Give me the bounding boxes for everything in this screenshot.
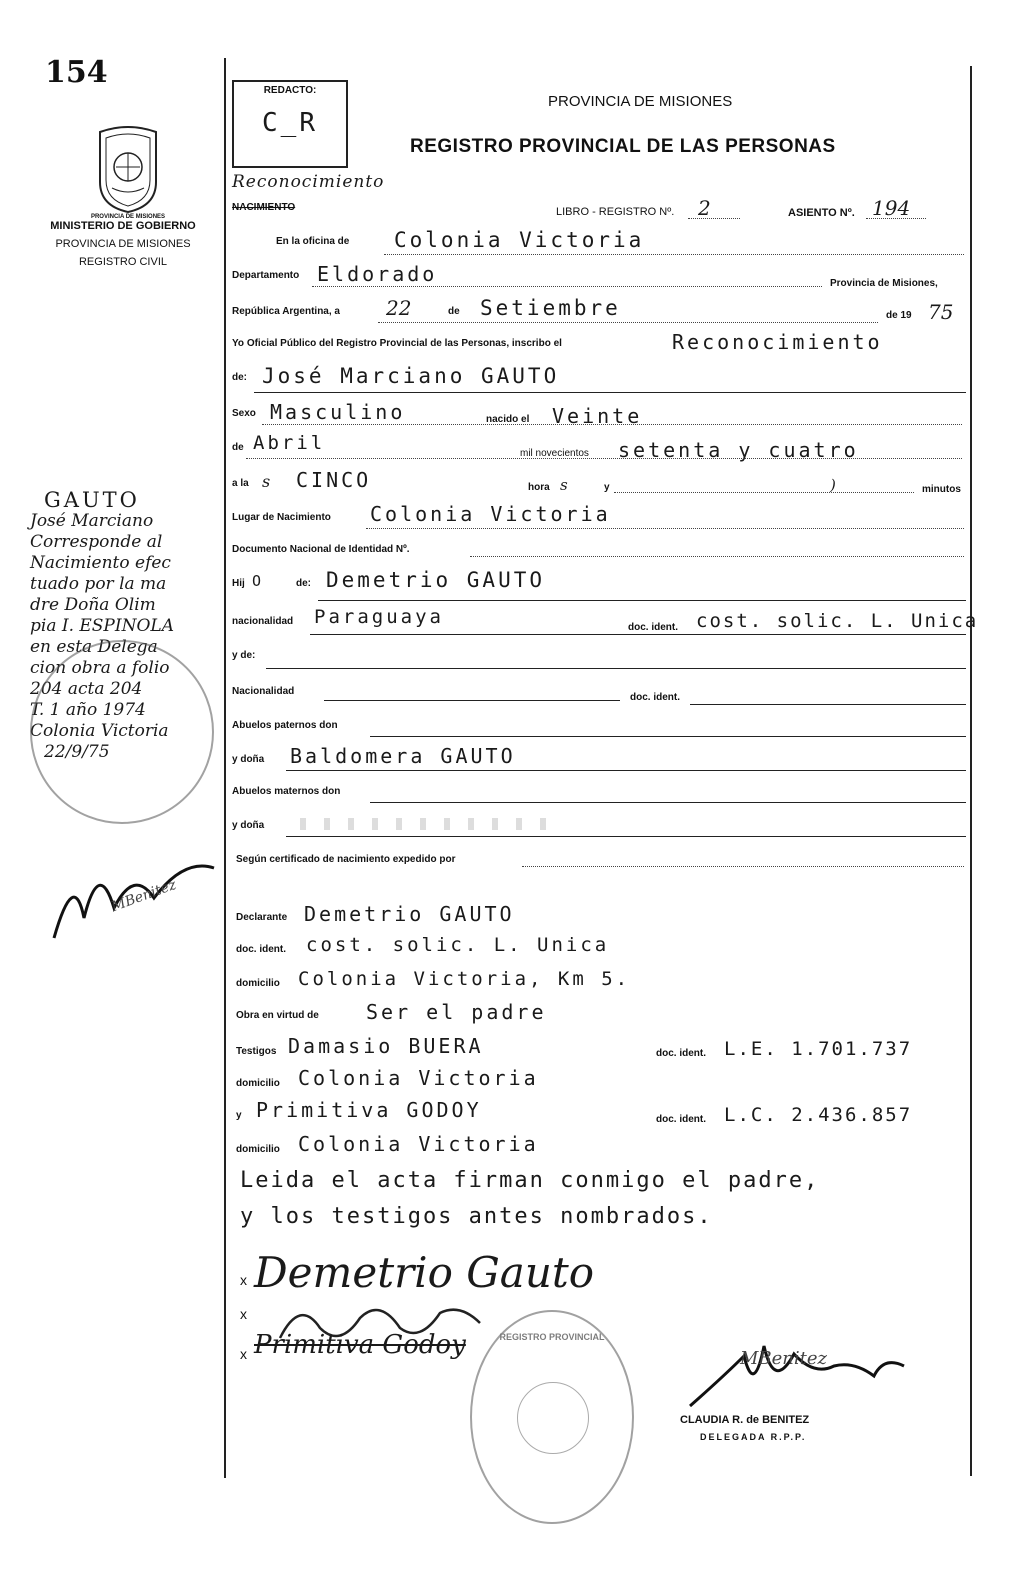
mes-value: Abril	[253, 432, 326, 454]
nacionalidad1-value: Paraguaya	[314, 606, 444, 628]
fecha-label: República Argentina, a	[232, 306, 340, 317]
testigo2-value: Primitiva GODOY	[256, 1098, 482, 1122]
act-type-printed: NACIMIENTO	[232, 202, 296, 213]
testigo1-value: Damasio BUERA	[288, 1034, 484, 1058]
lugar-label: Lugar de Nacimiento	[232, 512, 331, 523]
ministry-line3: REGISTRO CIVIL	[78, 256, 168, 268]
margin-line-6: pia I. ESPINOLA	[30, 616, 174, 636]
libro-value: 2	[698, 196, 711, 220]
oficial-label: Yo Oficial Público del Registro Provincial de las Personas, inscribo el	[232, 338, 562, 349]
del-value: José Marciano GAUTO	[262, 364, 560, 388]
provincia-label: Provincia de Misiones,	[830, 278, 938, 289]
abuelos-paternos-label: Abuelos paternos don	[232, 720, 338, 731]
margin-line-3: Nacimiento efec	[30, 553, 171, 573]
testigo2-doc-value: L.C. 2.436.857	[724, 1104, 913, 1126]
closing-line2: y los testigos antes nombrados.	[240, 1204, 713, 1229]
hijo-suffix: O	[252, 572, 265, 590]
testigo1-doc-label: doc. ident.	[656, 1048, 706, 1059]
testigo1-dom-label: domicilio	[236, 1078, 280, 1089]
closing-line1: Leida el acta firman conmigo el padre,	[240, 1168, 820, 1193]
redacto-label: REDACTO:	[263, 85, 317, 96]
redacto-value: C_R	[262, 108, 318, 138]
abuelos-maternos-label: Abuelos maternos don	[232, 786, 341, 797]
nacionalidad1-doc-value: cost. solic. L. Unica	[696, 610, 979, 632]
testigo2-dom-value: Colonia Victoria	[298, 1132, 539, 1156]
certificado-label: Según certificado de nacimiento expedido por	[236, 854, 456, 865]
ministry-line1: MINISTERIO DE GOBIERNO	[50, 220, 196, 232]
signature-mark-1: x	[240, 1272, 247, 1288]
signature-demetrio: Demetrio Gauto	[254, 1248, 595, 1297]
ministry-heading	[38, 220, 208, 268]
delegada-name: CLAUDIA R. de BENITEZ	[680, 1414, 810, 1426]
margin-line-9: 204 acta 204	[30, 679, 143, 699]
oficial-value: Reconocimiento	[672, 330, 883, 354]
hora-label: hora	[528, 482, 550, 493]
asiento-label: ASIENTO Nº.	[788, 207, 855, 219]
minutos-label: minutos	[922, 484, 961, 495]
fecha-year-label: de 19	[886, 310, 912, 321]
registry-title: REGISTRO PROVINCIAL DE LAS PERSONAS	[410, 136, 836, 157]
declarante-label: Declarante	[236, 912, 288, 923]
fecha-month: Setiembre	[480, 296, 621, 320]
seal-ring-text: PROVINCIA DE MISIONES	[90, 214, 166, 220]
dona-paterna-value: Baldomera GAUTO	[290, 744, 516, 768]
y-de-label: y de:	[232, 650, 256, 661]
fecha-de-label: de	[448, 306, 460, 317]
signature-mark-3: x	[240, 1346, 247, 1362]
margin-stamp	[30, 640, 214, 824]
departamento-label: Departamento	[232, 270, 300, 281]
right-border-line	[970, 66, 972, 1476]
nacionalidad2-label: Nacionalidad	[232, 686, 295, 697]
page-number: 154	[45, 55, 108, 90]
hora-a-label: a la	[232, 478, 249, 489]
hijo-value: Demetrio GAUTO	[326, 568, 546, 592]
oficina-value: Colonia Victoria	[394, 228, 645, 252]
nacionalidad1-label: nacionalidad	[232, 616, 294, 627]
fecha-year: 75	[928, 300, 954, 324]
asiento-value: 194	[872, 196, 911, 220]
margin-line-7: en esta Delega	[30, 637, 158, 657]
libro-label: LIBRO - REGISTRO Nº.	[556, 206, 675, 218]
mil-label: mil novecientos	[520, 448, 589, 459]
margin-signature-text: MBenitez	[109, 876, 179, 916]
declarante-doc-value: cost. solic. L. Unica	[306, 934, 610, 956]
sexo-value: Masculino	[270, 400, 406, 424]
del-label: de:	[232, 372, 247, 383]
obra-value: Ser el padre	[366, 1000, 547, 1024]
margin-line-10: T. 1 año 1974	[30, 700, 146, 720]
y-label: y	[604, 482, 610, 493]
margin-line-2: Corresponde al	[30, 532, 163, 552]
testigo2-label: y	[236, 1110, 242, 1121]
margin-line-5: dre Doña Olim	[30, 595, 156, 615]
minutos-value: )	[830, 476, 836, 494]
declarante-doc-label: doc. ident.	[236, 944, 286, 955]
left-border-line	[224, 58, 226, 1478]
declarante-value: Demetrio GAUTO	[304, 902, 515, 926]
mes-label: de	[232, 442, 244, 453]
margin-line-4: tuado por la ma	[30, 574, 167, 594]
hijo-label: Hij	[232, 578, 245, 589]
testigo1-doc-value: L.E. 1.701.737	[724, 1038, 913, 1060]
round-stamp	[470, 1310, 634, 1524]
signature-primitiva: Primitiva Godoy	[254, 1330, 466, 1360]
departamento-value: Eldorado	[317, 262, 438, 286]
dni-label: Documento Nacional de Identidad Nº.	[232, 544, 410, 555]
testigo2-doc-label: doc. ident.	[656, 1114, 706, 1125]
lugar-value: Colonia Victoria	[370, 502, 611, 526]
sexo-label: Sexo	[232, 408, 256, 419]
province-header: PROVINCIA DE MISIONES	[548, 93, 733, 110]
mil-value: setenta y cuatro	[618, 438, 859, 462]
nacido-value: Veinte	[552, 404, 643, 428]
dona-materna-label: y doña	[232, 820, 265, 831]
margin-line-8: cion obra a folio	[30, 658, 170, 678]
erased-text	[300, 818, 560, 830]
declarante-dom-value: Colonia Victoria, Km 5.	[298, 968, 631, 990]
margin-line-1: José Marciano	[30, 511, 154, 531]
coat-of-arms-seal	[90, 122, 166, 220]
hijo-de-label: de:	[296, 578, 311, 589]
delegada-role: DELEGADA R.P.P.	[700, 1432, 807, 1442]
testigo1-dom-value: Colonia Victoria	[298, 1066, 539, 1090]
dona-paterna-label: y doña	[232, 754, 265, 765]
oficina-label: En la oficina de	[276, 236, 350, 247]
margin-line-0: GAUTO	[44, 488, 140, 512]
declarante-dom-label: domicilio	[236, 978, 280, 989]
nacionalidad2-doc-label: doc. ident.	[630, 692, 680, 703]
margin-line-12: 22/9/75	[44, 742, 110, 762]
ministry-line2: PROVINCIA DE MISIONES	[55, 238, 191, 250]
testigo2-dom-label: domicilio	[236, 1144, 280, 1155]
hora-value: CINCO	[296, 468, 372, 492]
obra-label: Obra en virtud de	[236, 1010, 319, 1021]
stamp-ring-text: REGISTRO PROVINCIAL	[499, 1332, 605, 1342]
hora-suffix: s	[560, 476, 568, 494]
act-type-handwritten: Reconocimiento	[232, 172, 385, 192]
hora-prefix: s	[262, 472, 271, 491]
testigo1-label: Testigos	[236, 1046, 277, 1057]
signature-mark-2: x	[240, 1306, 247, 1322]
nacionalidad1-doc-label: doc. ident.	[628, 622, 678, 633]
nacido-label: nacido el	[486, 414, 530, 425]
margin-line-11: Colonia Victoria	[30, 721, 169, 741]
fecha-day: 22	[386, 296, 412, 320]
official-signature-text: MBenitez	[740, 1348, 828, 1369]
redacto-box	[232, 80, 348, 168]
